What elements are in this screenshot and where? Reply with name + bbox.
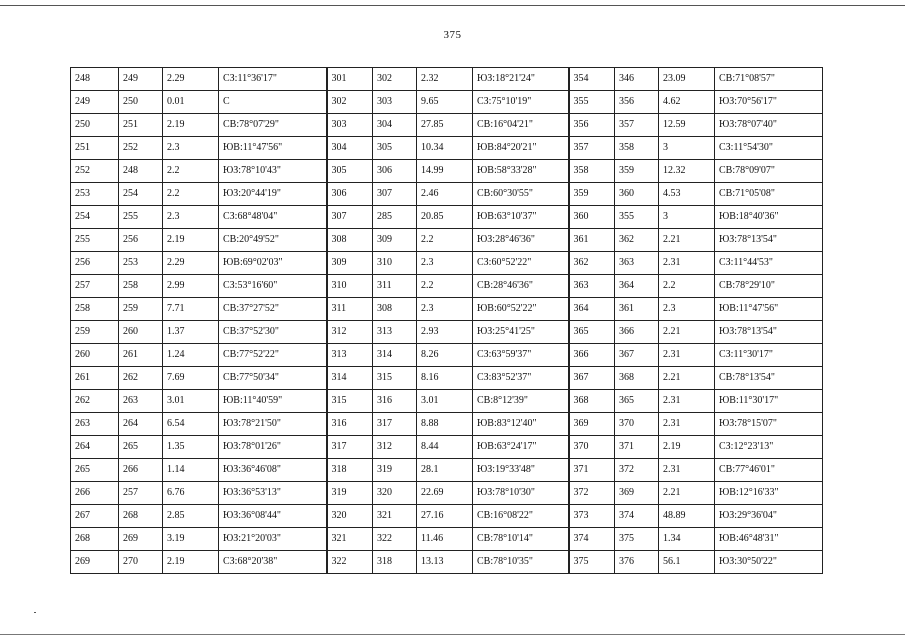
bearing-cell: ЮВ:69°02'03" [219,252,327,275]
bearing-cell: ЮЗ:21°20'03" [219,528,327,551]
table-row [71,528,823,551]
from-point-cell: 305 [327,160,373,183]
to-point-cell: 317 [373,413,417,436]
from-point-cell: 264 [71,436,119,459]
bearing-cell: ЮЗ:78°21'50" [219,413,327,436]
bearing-cell: ЮЗ:78°10'30" [473,482,569,505]
from-point-cell: 372 [569,482,615,505]
bearing-cell: СЗ:75°10'19" [473,91,569,114]
bearing-cell: СВ:78°10'14" [473,528,569,551]
from-point-cell: 366 [569,344,615,367]
distance-cell: 0.01 [163,91,219,114]
from-point-cell: 248 [71,68,119,91]
distance-cell: 2.2 [163,183,219,206]
table-row [71,68,823,91]
from-point-cell: 363 [569,275,615,298]
from-point-cell: 303 [327,114,373,137]
distance-cell: 10.34 [417,137,473,160]
to-point-cell: 262 [119,367,163,390]
bearing-cell: СЗ:63°59'37" [473,344,569,367]
to-point-cell: 268 [119,505,163,528]
distance-cell: 2.3 [659,298,715,321]
bearing-cell: СВ:8°12'39" [473,390,569,413]
distance-cell: 2.32 [417,68,473,91]
bearing-cell: СВ:78°29'10" [715,275,823,298]
from-point-cell: 368 [569,390,615,413]
from-point-cell: 367 [569,367,615,390]
to-point-cell: 305 [373,137,417,160]
to-point-cell: 375 [615,528,659,551]
to-point-cell: 313 [373,321,417,344]
bearing-cell: СВ:37°52'30" [219,321,327,344]
distance-cell: 2.93 [417,321,473,344]
table-row [71,160,823,183]
distance-cell: 2.2 [659,275,715,298]
table-row [71,229,823,252]
bearing-cell: СЗ:83°52'37" [473,367,569,390]
bearing-cell: СЗ:11°54'30" [715,137,823,160]
distance-cell: 2.21 [659,321,715,344]
from-point-cell: 301 [327,68,373,91]
distance-cell: 8.16 [417,367,473,390]
distance-cell: 9.65 [417,91,473,114]
distance-cell: 22.69 [417,482,473,505]
distance-cell: 1.37 [163,321,219,344]
to-point-cell: 355 [615,206,659,229]
to-point-cell: 356 [615,91,659,114]
bearing-cell: СВ:71°05'08" [715,183,823,206]
from-point-cell: 371 [569,459,615,482]
to-point-cell: 315 [373,367,417,390]
from-point-cell: 317 [327,436,373,459]
table-row [71,298,823,321]
to-point-cell: 368 [615,367,659,390]
bearing-cell: С [219,91,327,114]
to-point-cell: 367 [615,344,659,367]
distance-cell: 3 [659,137,715,160]
to-point-cell: 307 [373,183,417,206]
distance-cell: 2.46 [417,183,473,206]
from-point-cell: 315 [327,390,373,413]
to-point-cell: 256 [119,229,163,252]
table-row [71,344,823,367]
distance-cell: 7.71 [163,298,219,321]
from-point-cell: 306 [327,183,373,206]
from-point-cell: 361 [569,229,615,252]
distance-cell: 2.19 [163,551,219,574]
to-point-cell: 308 [373,298,417,321]
from-point-cell: 320 [327,505,373,528]
from-point-cell: 260 [71,344,119,367]
to-point-cell: 252 [119,137,163,160]
bearing-cell: СЗ:11°44'53" [715,252,823,275]
to-point-cell: 369 [615,482,659,505]
distance-cell: 2.3 [163,206,219,229]
to-point-cell: 321 [373,505,417,528]
bearing-cell: ЮВ:11°30'17" [715,390,823,413]
distance-cell: 1.14 [163,459,219,482]
distance-cell: 2.2 [417,275,473,298]
top-scan-edge [0,5,905,6]
bearing-cell: ЮЗ:18°21'24" [473,68,569,91]
bearing-cell: СВ:37°27'52" [219,298,327,321]
bearing-cell: СВ:77°52'22" [219,344,327,367]
to-point-cell: 253 [119,252,163,275]
from-point-cell: 255 [71,229,119,252]
from-point-cell: 254 [71,206,119,229]
bearing-cell: ЮЗ:25°41'25" [473,321,569,344]
bearing-cell: ЮВ:18°40'36" [715,206,823,229]
from-point-cell: 268 [71,528,119,551]
distance-cell: 23.09 [659,68,715,91]
from-point-cell: 310 [327,275,373,298]
distance-cell: 2.31 [659,390,715,413]
to-point-cell: 316 [373,390,417,413]
from-point-cell: 312 [327,321,373,344]
from-point-cell: 357 [569,137,615,160]
to-point-cell: 259 [119,298,163,321]
from-point-cell: 265 [71,459,119,482]
bearing-cell: СЗ:12°23'13" [715,436,823,459]
to-point-cell: 248 [119,160,163,183]
table-row [71,413,823,436]
bearing-cell: СВ:78°10'35" [473,551,569,574]
distance-cell: 1.34 [659,528,715,551]
table-row [71,321,823,344]
distance-cell: 12.32 [659,160,715,183]
bearing-cell: ЮЗ:78°13'54" [715,229,823,252]
distance-cell: 4.62 [659,91,715,114]
distance-cell: 2.99 [163,275,219,298]
table-row [71,482,823,505]
from-point-cell: 318 [327,459,373,482]
from-point-cell: 360 [569,206,615,229]
distance-cell: 20.85 [417,206,473,229]
distance-cell: 2.19 [659,436,715,459]
distance-cell: 14.99 [417,160,473,183]
bearing-cell: СВ:16°08'22" [473,505,569,528]
to-point-cell: 320 [373,482,417,505]
from-point-cell: 269 [71,551,119,574]
distance-cell: 56.1 [659,551,715,574]
to-point-cell: 260 [119,321,163,344]
distance-cell: 1.35 [163,436,219,459]
to-point-cell: 363 [615,252,659,275]
bearing-cell: СЗ:68°20'38" [219,551,327,574]
from-point-cell: 262 [71,390,119,413]
table-row [71,206,823,229]
distance-cell: 3.19 [163,528,219,551]
from-point-cell: 250 [71,114,119,137]
distance-cell: 2.85 [163,505,219,528]
to-point-cell: 269 [119,528,163,551]
distance-cell: 2.2 [417,229,473,252]
from-point-cell: 308 [327,229,373,252]
table-row [71,367,823,390]
distance-cell: 6.76 [163,482,219,505]
bearing-cell: СВ:71°08'57" [715,68,823,91]
to-point-cell: 314 [373,344,417,367]
bearing-cell: ЮВ:12°16'33" [715,482,823,505]
bottom-scan-edge [0,634,905,635]
to-point-cell: 261 [119,344,163,367]
from-point-cell: 359 [569,183,615,206]
bearing-cell: СВ:78°07'29" [219,114,327,137]
bearing-cell: ЮЗ:78°10'43" [219,160,327,183]
bearing-cell: ЮВ:46°48'31" [715,528,823,551]
bearing-cell: ЮЗ:36°46'08" [219,459,327,482]
to-point-cell: 251 [119,114,163,137]
from-point-cell: 261 [71,367,119,390]
distance-cell: 2.21 [659,229,715,252]
bearing-cell: ЮВ:11°40'59" [219,390,327,413]
distance-cell: 4.53 [659,183,715,206]
bearing-cell: ЮВ:58°33'28" [473,160,569,183]
to-point-cell: 365 [615,390,659,413]
bearing-cell: ЮЗ:30°50'22" [715,551,823,574]
bearing-cell: СЗ:11°36'17" [219,68,327,91]
from-point-cell: 304 [327,137,373,160]
bearing-cell: СЗ:11°30'17" [715,344,823,367]
from-point-cell: 307 [327,206,373,229]
distance-cell: 2.3 [163,137,219,160]
bearing-cell: СВ:78°13'54" [715,367,823,390]
distance-cell: 2.2 [163,160,219,183]
to-point-cell: 360 [615,183,659,206]
distance-cell: 2.31 [659,459,715,482]
to-point-cell: 306 [373,160,417,183]
distance-cell: 7.69 [163,367,219,390]
to-point-cell: 319 [373,459,417,482]
table-row [71,275,823,298]
bearing-cell: ЮВ:63°24'17" [473,436,569,459]
to-point-cell: 322 [373,528,417,551]
from-point-cell: 302 [327,91,373,114]
distance-cell: 2.21 [659,482,715,505]
to-point-cell: 364 [615,275,659,298]
to-point-cell: 310 [373,252,417,275]
to-point-cell: 358 [615,137,659,160]
to-point-cell: 372 [615,459,659,482]
from-point-cell: 263 [71,413,119,436]
distance-cell: 2.29 [163,68,219,91]
from-point-cell: 365 [569,321,615,344]
to-point-cell: 249 [119,68,163,91]
bearing-cell: СВ:16°04'21" [473,114,569,137]
distance-cell: 2.21 [659,367,715,390]
table-row [71,114,823,137]
distance-cell: 8.88 [417,413,473,436]
to-point-cell: 270 [119,551,163,574]
from-point-cell: 311 [327,298,373,321]
from-point-cell: 314 [327,367,373,390]
from-point-cell: 266 [71,482,119,505]
to-point-cell: 311 [373,275,417,298]
table-row [71,252,823,275]
bearing-cell: ЮВ:63°10'37" [473,206,569,229]
to-point-cell: 376 [615,551,659,574]
distance-cell: 13.13 [417,551,473,574]
to-point-cell: 366 [615,321,659,344]
bearing-cell: ЮЗ:20°44'19" [219,183,327,206]
to-point-cell: 357 [615,114,659,137]
to-point-cell: 359 [615,160,659,183]
bearing-cell: ЮЗ:28°46'36" [473,229,569,252]
to-point-cell: 250 [119,91,163,114]
from-point-cell: 253 [71,183,119,206]
from-point-cell: 267 [71,505,119,528]
from-point-cell: 322 [327,551,373,574]
distance-cell: 1.24 [163,344,219,367]
bearing-cell: ЮВ:11°47'56" [715,298,823,321]
from-point-cell: 373 [569,505,615,528]
distance-cell: 8.44 [417,436,473,459]
from-point-cell: 309 [327,252,373,275]
boundary-coordinates-table [70,67,823,574]
from-point-cell: 258 [71,298,119,321]
distance-cell: 28.1 [417,459,473,482]
distance-cell: 27.85 [417,114,473,137]
to-point-cell: 312 [373,436,417,459]
to-point-cell: 304 [373,114,417,137]
distance-cell: 48.89 [659,505,715,528]
to-point-cell: 266 [119,459,163,482]
to-point-cell: 371 [615,436,659,459]
from-point-cell: 252 [71,160,119,183]
from-point-cell: 374 [569,528,615,551]
to-point-cell: 257 [119,482,163,505]
from-point-cell: 251 [71,137,119,160]
distance-cell: 8.26 [417,344,473,367]
to-point-cell: 258 [119,275,163,298]
bearing-cell: ЮВ:84°20'21" [473,137,569,160]
bearing-cell: ЮЗ:36°08'44" [219,505,327,528]
bearing-cell: ЮЗ:78°07'40" [715,114,823,137]
from-point-cell: 257 [71,275,119,298]
table-row [71,459,823,482]
bearing-cell: ЮЗ:36°53'13" [219,482,327,505]
bearing-cell: СЗ:68°48'04" [219,206,327,229]
from-point-cell: 313 [327,344,373,367]
from-point-cell: 354 [569,68,615,91]
bearing-cell: ЮВ:11°47'56" [219,137,327,160]
from-point-cell: 319 [327,482,373,505]
distance-cell: 2.29 [163,252,219,275]
distance-cell: 2.31 [659,344,715,367]
table-row [71,91,823,114]
distance-cell: 2.31 [659,413,715,436]
from-point-cell: 355 [569,91,615,114]
table-row [71,390,823,413]
bearing-cell: ЮЗ:78°15'07" [715,413,823,436]
to-point-cell: 254 [119,183,163,206]
to-point-cell: 362 [615,229,659,252]
distance-cell: 3.01 [417,390,473,413]
distance-cell: 2.3 [417,298,473,321]
to-point-cell: 346 [615,68,659,91]
to-point-cell: 370 [615,413,659,436]
distance-cell: 2.19 [163,114,219,137]
scan-speck [34,612,36,613]
distance-cell: 2.31 [659,252,715,275]
distance-cell: 27.16 [417,505,473,528]
distance-cell: 6.54 [163,413,219,436]
from-point-cell: 249 [71,91,119,114]
bearing-cell: СВ:77°46'01" [715,459,823,482]
bearing-cell: СЗ:60°52'22" [473,252,569,275]
bearing-cell: ЮЗ:29°36'04" [715,505,823,528]
bearing-cell: СВ:20°49'52" [219,229,327,252]
bearing-cell: ЮЗ:70°56'17" [715,91,823,114]
table-row [71,436,823,459]
from-point-cell: 256 [71,252,119,275]
page-number: 375 [443,29,462,41]
distance-cell: 3.01 [163,390,219,413]
bearing-cell: СВ:28°46'36" [473,275,569,298]
to-point-cell: 265 [119,436,163,459]
table-row [71,137,823,160]
to-point-cell: 285 [373,206,417,229]
bearing-cell: ЮЗ:78°01'26" [219,436,327,459]
from-point-cell: 358 [569,160,615,183]
bearing-cell: СЗ:53°16'60" [219,275,327,298]
distance-cell: 2.3 [417,252,473,275]
bearing-cell: СВ:60°30'55" [473,183,569,206]
table-row [71,183,823,206]
to-point-cell: 361 [615,298,659,321]
from-point-cell: 362 [569,252,615,275]
from-point-cell: 259 [71,321,119,344]
distance-cell: 2.19 [163,229,219,252]
from-point-cell: 356 [569,114,615,137]
table-row [71,551,823,574]
bearing-cell: ЮВ:60°52'22" [473,298,569,321]
to-point-cell: 255 [119,206,163,229]
distance-cell: 3 [659,206,715,229]
bearing-cell: СВ:78°09'07" [715,160,823,183]
to-point-cell: 318 [373,551,417,574]
bearing-cell: ЮЗ:19°33'48" [473,459,569,482]
to-point-cell: 264 [119,413,163,436]
to-point-cell: 303 [373,91,417,114]
bearing-cell: ЮЗ:78°13'54" [715,321,823,344]
to-point-cell: 302 [373,68,417,91]
to-point-cell: 374 [615,505,659,528]
from-point-cell: 321 [327,528,373,551]
distance-cell: 12.59 [659,114,715,137]
from-point-cell: 375 [569,551,615,574]
to-point-cell: 309 [373,229,417,252]
bearing-cell: ЮВ:83°12'40" [473,413,569,436]
from-point-cell: 369 [569,413,615,436]
from-point-cell: 370 [569,436,615,459]
from-point-cell: 364 [569,298,615,321]
table-row [71,505,823,528]
to-point-cell: 263 [119,390,163,413]
bearing-cell: СВ:77°50'34" [219,367,327,390]
from-point-cell: 316 [327,413,373,436]
distance-cell: 11.46 [417,528,473,551]
